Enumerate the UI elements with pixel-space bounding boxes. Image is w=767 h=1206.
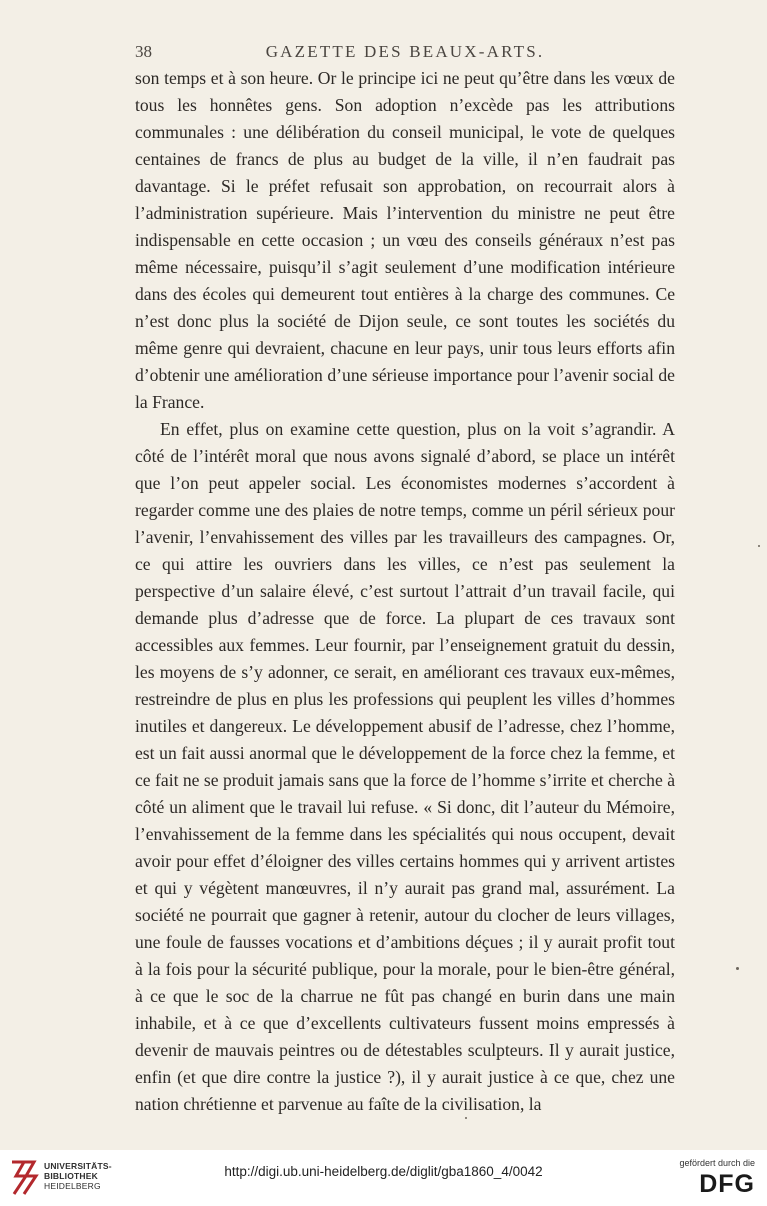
page-number: 38 <box>135 42 152 61</box>
dfg-logo: DFG <box>699 1170 755 1198</box>
running-title: GAZETTE DES BEAUX-ARTS. <box>265 42 545 61</box>
library-name-line-3: HEIDELBERG <box>44 1181 101 1191</box>
funding-notice <box>679 1158 755 1199</box>
library-name-line-2: BIBLIOTHEK <box>44 1171 98 1181</box>
body-text <box>135 65 675 1118</box>
funded-by-label: gefördert durch die <box>679 1158 755 1168</box>
library-name-line-1: UNIVERSITÄTS- <box>44 1161 112 1171</box>
digitization-footer <box>0 1150 767 1206</box>
page-header <box>135 40 675 68</box>
paragraph-1: son temps et à son heure. Or le principe ici ne peut qu’être dans les vœux de tous les honnêtes gens. Son adoption n’excède pas les attributions communales : une délibération du conseil municipal, le vote de quelques centaines de francs de plus au budget de la ville, il n’en faudrait pas davantage. Si le préfet refusait son approbation, on recourrait alors à l’administration supérieure. Mais l’intervention du ministre ne peut être indispensable en cette occasion ; un vœu des conseils généraux n’est pas même nécessaire, puisqu’il s’agit seulement d’une modification intérieure dans des écoles qui demeurent tout entières à la charge des communes. Ce n’est donc plus la société de Dijon seule, ce sont toutes les sociétés du même genre qui devraient, chacune en leur pays, unir tous leurs efforts afin d’obtenir une amélioration d’une sérieuse importance pour l’avenir social de la France. <box>135 68 675 412</box>
permalink-url[interactable]: http://digi.ub.uni-heidelberg.de/diglit/gba1860_4/0042 <box>224 1164 543 1179</box>
ink-speck <box>758 545 760 547</box>
paragraph-2: En effet, plus on examine cette question, plus on la voit s’agrandir. A côté de l’intérêt moral que nous avons signalé d’abord, se place un intérêt que l’on peut appeler social. Les économistes modernes s’accordent à regarder comme une des plaies de notre temps, comme un péril sérieux pour l’avenir, l’envahissement des villes par les travailleurs des campagnes. Or, ce qui attire les ouvriers dans les villes, ce n’est pas seulement la perspective d’un salaire élevé, c’est surtout l’attrait d’un travail facile, qui demande plus d’adresse que de force. La plupart de ces travaux sont accessibles aux femmes. Leur fournir, par l’enseignement gratuit du dessin, les moyens de s’y adonner, ce serait, en améliorant ces travaux eux-mêmes, restreindre de plus en plus les professions qui peuplent les villes d’hommes inutiles et dangereux. Le développement abusif de l’adresse, chez l’homme, est un fait aussi anormal que le développement de la force chez la femme, et ce fait ne se produit jamais sans que la force de l’homme s’irrite et cherche à côté un aliment que le travail lui refuse. « Si donc, dit l’auteur du Mémoire, l’envahissement de la femme dans les spécialités qui nous occupent, devait avoir pour effet d’éloigner des villes certains hommes qui y arrivent artistes et qui y végètent manœuvres, il n’y aurait pas grand mal, assurément. La société ne pourrait que gagner à retenir, autour du clocher de leurs villages, une foule de fausses vocations et d’ambitions déçues ; il y aurait profit tout à la fois pour la sécurité publique, pour la morale, pour le bien-être général, à ce que le soc de la charrue ne fût pas changé en burin dans une main inhabile, et à ce que d’excellents cultivateurs fussent moins empressés à devenir de mauvais peintres ou de détestables sculpteurs. Il y aurait justice, enfin (et que dire contre la justice ?), il y aurait justice à ce que, chez une nation chrétienne et parvenue au faîte de la civilisation, la <box>135 419 675 1114</box>
ink-speck <box>736 967 739 970</box>
ink-speck <box>465 1117 467 1119</box>
